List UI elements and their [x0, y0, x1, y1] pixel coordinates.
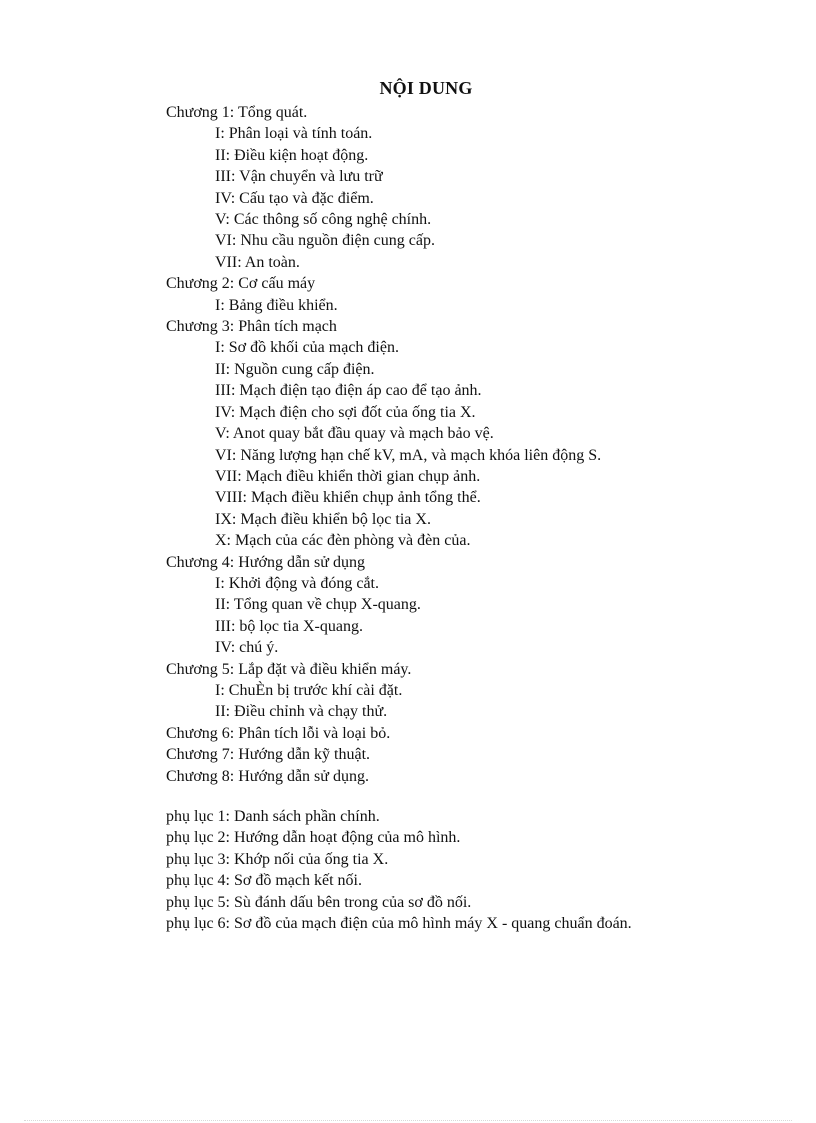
- toc-section-item: IV: Cấu tạo và đặc điểm.: [215, 189, 374, 207]
- toc-section-item: VI: Năng lượng hạn chế kV, mA, và mạch khóa liên động S.: [215, 446, 602, 464]
- toc-section-item: IV: Mạch điện cho sợi đốt của ống tia X.: [215, 403, 476, 421]
- page-bottom-rule: [24, 1120, 792, 1121]
- toc-chapter-item: Chương 2: Cơ cấu máy: [166, 275, 316, 293]
- toc-section-item: II: Tổng quan về chụp X-quang.: [215, 596, 421, 614]
- appendix-item: phụ lục 1: Danh sách phần chính.: [166, 808, 380, 825]
- toc-chapter-item: Chương 1: Tổng quát.: [166, 104, 308, 121]
- toc-chapter-item: Chương 7: Hướng dẫn kỹ thuật.: [166, 746, 371, 764]
- toc-chapter-item: Chương 4: Hướng dẫn sử dụng: [166, 553, 365, 571]
- toc-section-item: I: Khởi động và đóng cắt.: [215, 574, 379, 592]
- toc-section-item: I: Phân loại và tính toán.: [215, 125, 373, 143]
- appendix-item: phụ lục 3: Khớp nối của ống tia X.: [166, 850, 389, 868]
- appendix-item: phụ lục 2: Hướng dẫn hoạt động của mô hình.: [166, 829, 461, 847]
- toc-section-item: II: Điều chỉnh và chạy thử.: [215, 703, 388, 721]
- toc-section-item: VII: An toàn.: [215, 253, 300, 271]
- toc-section-item: IX: Mạch điều khiển bộ lọc tia X.: [215, 510, 431, 528]
- toc-chapter-item: Chương 3: Phân tích mạch: [166, 318, 337, 336]
- toc-section-item: X: Mạch của các đèn phòng và đèn của.: [215, 532, 471, 550]
- toc-section-item: III: Mạch điện tạo điện áp cao để tạo ảnh.: [215, 382, 482, 400]
- toc-section-item: II: Nguồn cung cấp điện.: [215, 360, 375, 378]
- toc-chapter-item: Chương 8: Hướng dẫn sử dụng.: [166, 767, 369, 785]
- appendix-item: phụ lục 6: Sơ đồ của mạch điện của mô hình máy X - quang chuẩn đoán.: [166, 915, 632, 933]
- toc-section-item: III: bộ lọc tia X-quang.: [215, 617, 363, 635]
- toc-section-item: VII: Mạch điều khiển thời gian chụp ảnh.: [215, 467, 481, 485]
- table-of-contents: [166, 102, 786, 787]
- toc-section-item: V: Các thông số công nghệ chính.: [215, 211, 432, 229]
- page-title: NỘI DUNG: [379, 78, 473, 98]
- toc-section-item: II: Điều kiện hoạt động.: [215, 146, 369, 164]
- toc-section-item: VI: Nhu cầu nguồn điện cung cấp.: [215, 232, 435, 250]
- toc-section-item: V: Anot quay bắt đầu quay và mạch bảo vệ.: [215, 425, 494, 443]
- toc-section-item: III: Vận chuyển và lưu trữ: [215, 168, 383, 186]
- appendix-item: phụ lục 4: Sơ đồ mạch kết nối.: [166, 872, 362, 890]
- toc-section-item: VIII: Mạch điều khiển chụp ảnh tổng thể.: [215, 489, 481, 507]
- toc-chapter-item: Chương 6: Phân tích lỗi và loại bỏ.: [166, 724, 391, 742]
- toc-section-item: IV: chú ý.: [215, 639, 279, 657]
- toc-section-item: I: Sơ đồ khối của mạch điện.: [215, 339, 399, 357]
- toc-section-item: I: Bảng điều khiển.: [215, 296, 338, 314]
- appendix-list: [166, 806, 786, 934]
- toc-chapter-item: Chương 5: Lắp đặt và điều khiển máy.: [166, 660, 412, 678]
- toc-section-item: I: ChuÈn bị trước khí cài đặt.: [215, 681, 403, 699]
- appendix-item: phụ lục 5: Sù đánh dấu bên trong của sơ đồ nối.: [166, 893, 472, 911]
